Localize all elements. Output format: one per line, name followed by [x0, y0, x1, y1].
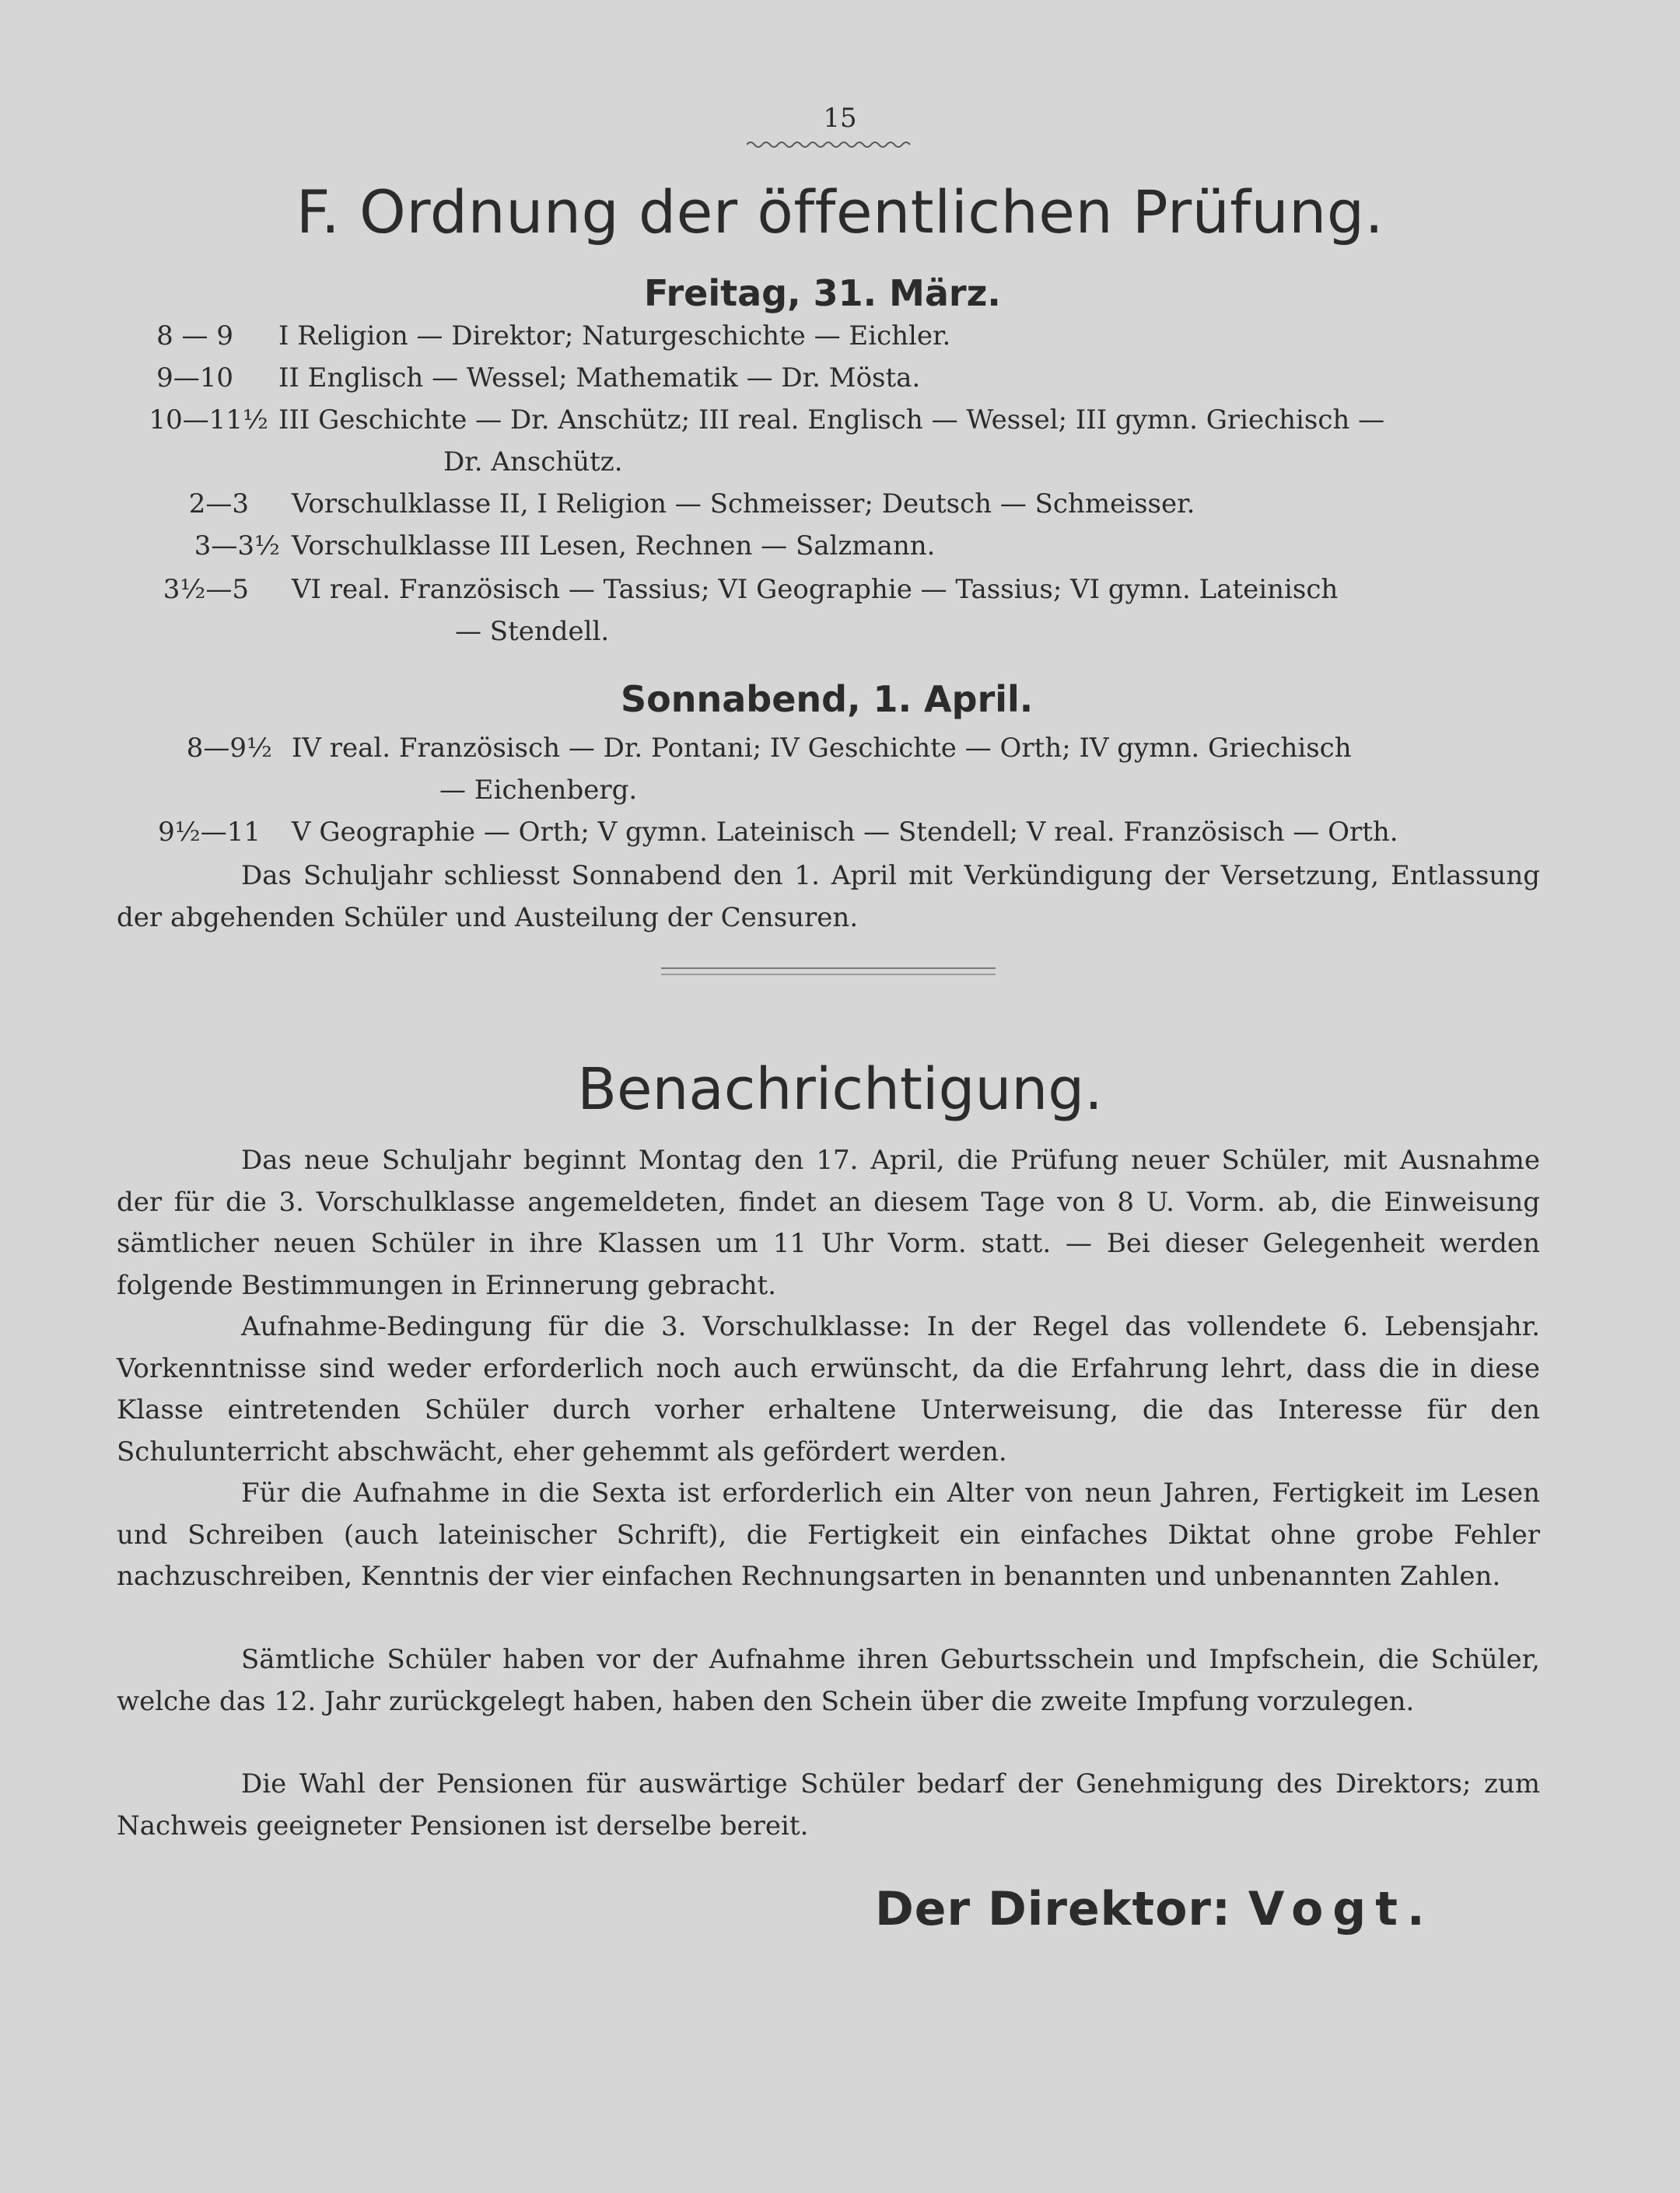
schedule-text: VI real. Französisch — Tassius; VI Geographie — Tassius; VI gymn. Lateinisch: [292, 574, 1339, 605]
schedule-text: I Religion — Direktor; Naturgeschichte — Eichler.: [278, 320, 951, 352]
section-title: F. Ordnung der öffentlichen Prüfung.: [296, 177, 1384, 247]
schedule-text: II Englisch — Wessel; Mathematik — Dr. Mösta.: [278, 362, 921, 393]
notice-paragraph: Das neue Schuljahr beginnt Montag den 17. April, die Prüfung neuer Schüler, mit Ausnahme der für die 3. Vorschulklasse angemeldeten, findet an diesem Tage von 8 U. Vorm. ab, die Einweisung sämtlicher neuen Schüler in ihre Klassen um 11 Uhr Vorm. statt. — Bei dieser Gelegenheit werden folgende Bestimmungen in Erinnerung gebracht.: [117, 1145, 1540, 1301]
schedule-text-continuation: Dr. Anschütz.: [443, 446, 623, 477]
schedule-time: 8—9½: [186, 733, 272, 764]
day-heading-friday: Freitag, 31. März.: [644, 272, 1001, 314]
schedule-time: 9½—11: [158, 817, 261, 848]
signature-name: Vogt.: [1248, 1882, 1434, 1936]
section-divider: [661, 967, 996, 975]
schedule-text: Vorschulklasse III Lesen, Rechnen — Salzmann.: [292, 530, 936, 561]
schedule-text: Vorschulklasse II, I Religion — Schmeisser; Deutsch — Schmeisser.: [292, 488, 1195, 519]
schedule-text-continuation: — Eichenberg.: [439, 775, 638, 806]
schedule-time: 2—3: [188, 488, 249, 519]
signature-label: Der Direktor:: [875, 1882, 1232, 1936]
page-number: 15: [823, 103, 857, 134]
closing-note: Das Schuljahr schliesst Sonnabend den 1. April mit Verkündigung der Versetzung, Entlassung der abgehenden Schüler und Austeilung der Censuren.: [117, 860, 1540, 933]
schedule-text: V Geographie — Orth; V gymn. Lateinisch — Stendell; V real. Französisch — Orth.: [292, 817, 1398, 848]
notice-title: Benachrichtigung.: [577, 1056, 1103, 1123]
schedule-time: 3½—5: [163, 574, 249, 605]
schedule-time: 10—11½: [149, 404, 268, 435]
notice-paragraph: Die Wahl der Pensionen für auswärtige Schüler bedarf der Genehmigung des Direktors; zum Nachweis geeigneter Pensionen ist derselbe bereit.: [117, 1768, 1540, 1841]
schedule-text: IV real. Französisch — Dr. Pontani; IV Geschichte — Orth; IV gymn. Griechisch: [292, 733, 1352, 764]
schedule-text: III Geschichte — Dr. Anschütz; III real. Englisch — Wessel; III gymn. Griechisch —: [278, 404, 1385, 435]
notice-paragraph: Sämtliche Schüler haben vor der Aufnahme ihren Geburtsschein und Impfschein, die Schüler, welche das 12. Jahr zurückgelegt haben, haben den Schein über die zweite Impfung vorzulegen.: [117, 1644, 1540, 1717]
notice-paragraph: Aufnahme-Bedingung für die 3. Vorschulklasse: In der Regel das vollendete 6. Lebensjahr. Vorkenntnisse sind weder erforderlich noch auch erwünscht, da die Erfahrung lehrt, dass die in diese Klasse eintretenden Schüler durch vorher erhaltene Unterweisung, die das Interesse für den Schulunterricht abschwächt, eher gehemmt als gefördert werden.: [117, 1311, 1540, 1467]
schedule-time: 3—3½: [194, 530, 280, 561]
notice-paragraph: Für die Aufnahme in die Sexta ist erforderlich ein Alter von neun Jahren, Fertigkeit im Lesen und Schreiben (auch lateinischer Schrift), die Fertigkeit ein einfaches Diktat ohne grobe Fehler nachzuschreiben, Kenntnis der vier einfachen Rechnungsarten in benannten und unbenannten Zahlen.: [117, 1478, 1540, 1592]
schedule-text-continuation: — Stendell.: [455, 616, 610, 647]
schedule-time: 8 — 9: [156, 320, 233, 352]
wavy-ornament: [747, 140, 914, 149]
signature: [875, 1882, 1434, 1936]
day-heading-saturday: Sonnabend, 1. April.: [621, 678, 1034, 720]
schedule-time: 9—10: [156, 362, 233, 393]
